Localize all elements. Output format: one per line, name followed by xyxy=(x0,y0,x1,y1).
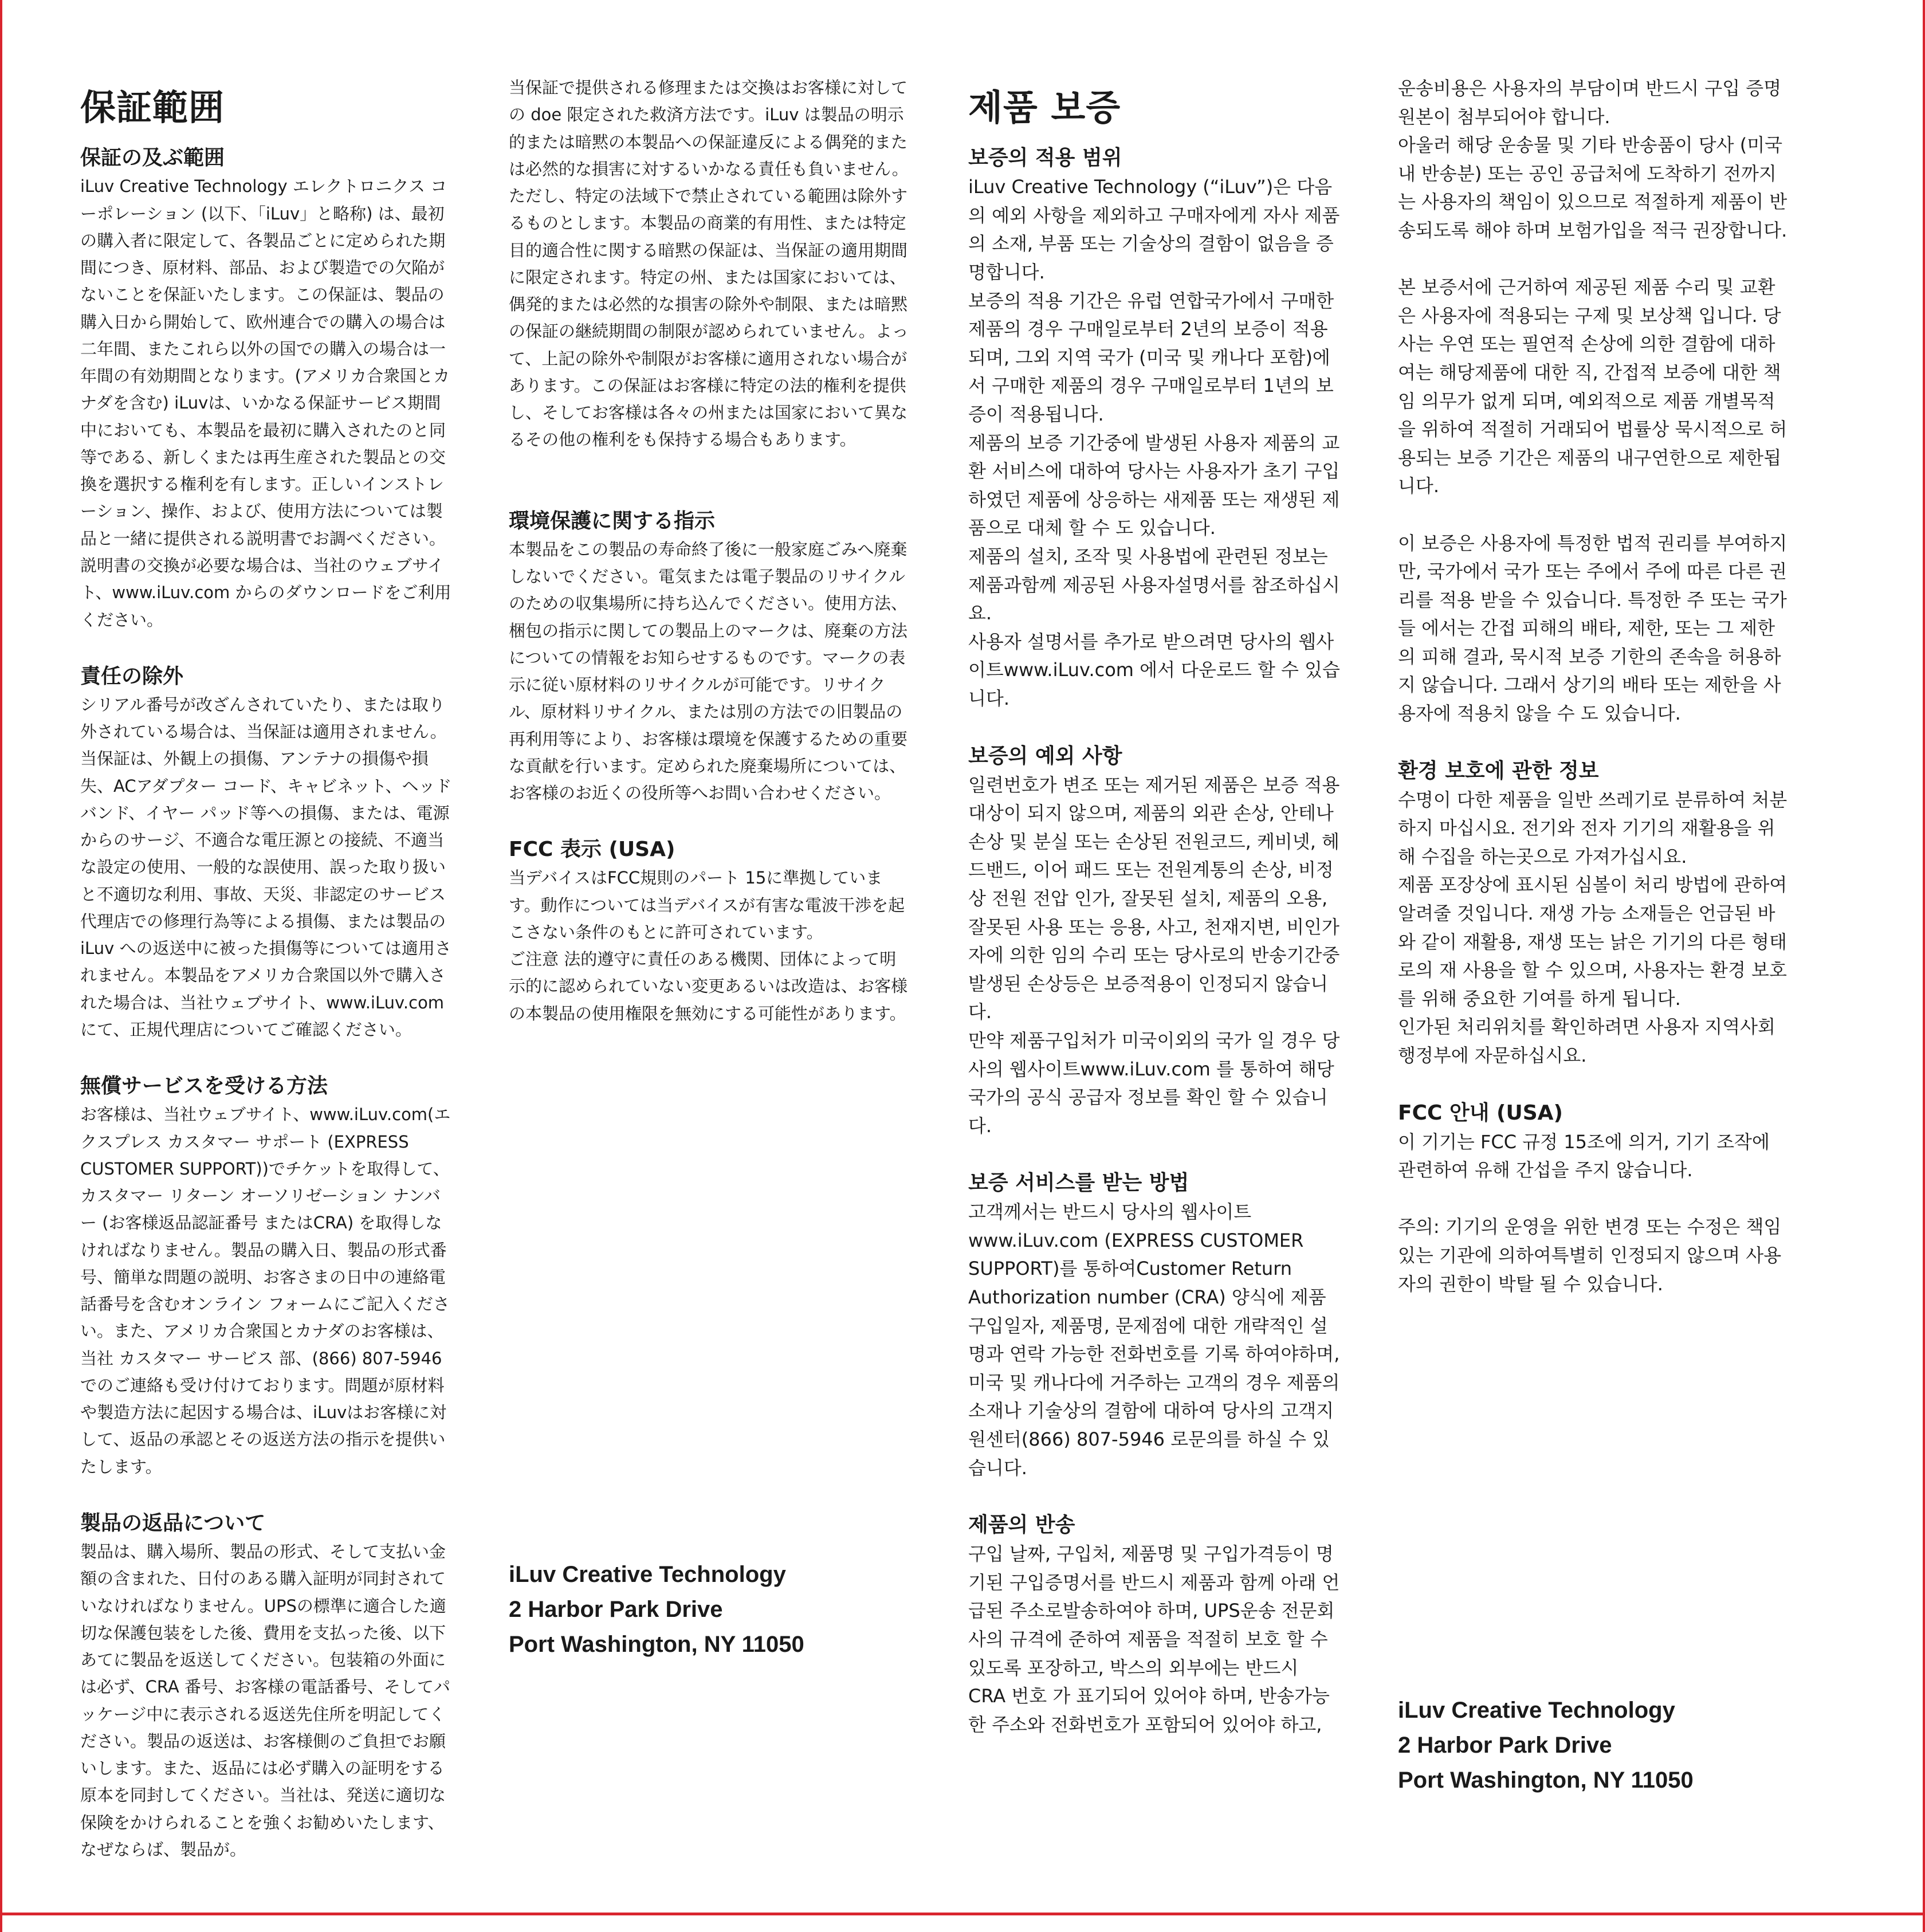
section-limitations-ja xyxy=(509,74,910,454)
section-body: 고객께서는 반드시 당사의 웹사이트 www.iLuv.com (EXPRESS CUSTOMER SUPPORT)를 통하여Customer Return Authorization number (CRA) 양식에 제품 구입일자, 제품명, 문제점에 대한 개략적인 설명과 연락 가능한 전화번호를 기록 하여야하며, 미국 및 캐나다에 거주하는 고객의 경우 제품의 소재나 기술상의 결함에 대하여 당사의 고객지원센터(866) 807-5946 로문의를 하실 수 있습니다. xyxy=(968,1201,1340,1479)
section-heading: 보증의 적용 범위 xyxy=(968,146,1122,170)
page-border-right xyxy=(1923,0,1925,1932)
section-body: iLuv Creative Technology (“iLuv”)은 다음의 예외 사항을 제외하고 구매자에게 자사 제품의 소재, 부품 또는 기술상의 결함이 없음을 증명합니다. 보증의 적용 기간은 유럽 연합국가에서 구매한 제품의 경우 구매일로부터 2년의 보증이 적용되며, 그외 지역 국가 (미국 및 캐나다 포함)에서 구매한 제품의 경우 구매일로부터 1년의 보증이 적용됩니다. 제품의 보증 기간중에 발생된 사용자 제품의 교환 서비스에 대하여 당사는 사용자가 초기 구입하였던 제품에 상응하는 새제품 또는 재생된 제품으로 대체 할 수 도 있습니다. 제품의 설치, 조작 및 사용법에 관련된 정보는 제품과함께 제공된 사용자설명서를 참조하십시요. 사용자 설명서를 추가로 받으려면 당사의 웹사이트www.iLuv.com 에서 다운로드 할 수 있습니다. xyxy=(968,176,1340,709)
section-limitations-ko xyxy=(1398,74,1787,728)
section-product-return-ja xyxy=(80,1510,453,1863)
section-heading: 보증 서비스를 받는 방법 xyxy=(968,1171,1189,1195)
section-exclusions-ja xyxy=(80,663,453,1043)
page-border-left xyxy=(0,0,2,1932)
section-body: 구입 날짜, 구입처, 제품명 및 구입가격등이 명기된 구입증명서를 반드시 제품과 함께 아래 언급된 주소로발송하여야 하며, UPS운송 전문회사의 규격에 준하여 제품을 적절히 보호 할 수 있도록 포장하고, 박스의 외부에는 반드시 CRA 번호 가 표기되어 있어야 하며, 반송가능한 주소와 전화번호가 포함되어 있어야 하고, xyxy=(968,1543,1340,1735)
section-body: iLuv Creative Technology エレクトロニクス コーポレーション (以下、「iLuv」と略称) は、最初の購入者に限定して、各製品ごとに定められた期間につき、原材料、部品、および製造での欠陥がないことを保証いたします。この保証は、製品の購入日から開始して、欧州連合での購入の場合は二年間、またこれら以外の国での購入の場合は一年間の有効期間となります。(アメリカ合衆国とカナダを含む) iLuvは、いかなる保証サービス期間中においても、本製品を最初に購入されたのと同等である、新しくまたは再生産された製品との交換を選択する権利を有します。正しいインストレーション、操作、および、使用方法については製品と一緒に提供される説明書でお調べください。説明書の交換が必要な場合は、当社のウェブサイト、www.iLuv.com からのダウンロードをご利用ください。 xyxy=(80,176,451,630)
section-heading: 환경 보호에 관한 정보 xyxy=(1398,759,1599,783)
section-body: シリアル番号が改ざんされていたり、または取り外されている場合は、当保証は適用されません。当保証は、外観上の損傷、アンテナの損傷や損失、ACアダプター コード、キャビネット、ヘッドバンド、イヤー パッド等への損傷、または、電源からのサージ、不適合な電圧源との接続、不適当な設定の使用、一般的な誤使用、誤った取り扱いと不適切な利用、事故、天災、非認定のサービス代理店での修理行為等による損傷、または製品のiLuv への返送中に被った損傷等については適用されません。本製品をアメリカ合衆国以外で購入された場合は、当社ウェブサイト、www.iLuv.comにて、正規代理店についてご確認ください。 xyxy=(80,694,452,1039)
section-fcc-ja xyxy=(509,837,910,1027)
page-title-japanese: 保証範囲 xyxy=(80,87,225,128)
section-body: 수명이 다한 제품을 일반 쓰레기로 분류하여 처분하지 마십시요. 전기와 전자 기기의 재활용을 위해 수집을 하는곳으로 가져가십시요. 제품 포장상에 표시된 심볼이 처리 방법에 관하여 알려줄 것입니다. 재생 가능 소재들은 언급된 바와 같이 재활용, 재생 또는 낡은 기기의 다른 형태로의 재 사용을 할 수 있으며, 사용자는 환경 보호를 위해 중요한 기여를 하게 됩니다. 인가된 처리위치를 확인하려면 사용자 지역사회 행정부에 자문하십시요. xyxy=(1398,788,1787,1066)
section-fcc-ko xyxy=(1398,1100,1787,1299)
section-obtaining-service-ko xyxy=(968,1170,1341,1482)
company-address-ja: iLuv Creative Technology 2 Harbor Park Drive Port Washington, NY 11050 xyxy=(509,1562,804,1657)
section-body: 이 기기는 FCC 규정 15조에 의거, 기기 조작에 관련하여 유해 간섭을 주지 않습니다. 주의: 기기의 운영을 위한 변경 또는 수정은 책임있는 기관에 의하여특별히 인정되지 않으며 사용자의 권한이 박탈 될 수 있습니다. xyxy=(1398,1130,1782,1295)
japanese-column-1 xyxy=(80,74,453,1893)
section-body: お客様は、当社ウェブサイト、www.iLuv.com(エクスプレス カスタマー サポート (EXPRESS CUSTOMER SUPPORT))でチケットを取得して、カスタマー リターン オーソリゼーション ナンバー (お客様返品認証番号 またはCRA) を取得しなければなりません。製品の購入日、製品の形式番号、簡単な問題の説明、お客さまの日中の連絡電話番号を含むオンライン フォームにご記入ください。また、アメリカ合衆国とカナダのお客様は、当社 カスタマー サービス 部、(866) 807-5946 でのご連絡も受け付けております。問題が原材料や製造方法に起因する場合は、iLuvはお客様に対して、返品の承認とその返送方法の指示を提供いたします。 xyxy=(80,1105,451,1477)
section-heading: 責任の除外 xyxy=(80,664,184,688)
section-heading: FCC 表示 (USA) xyxy=(509,838,675,862)
section-heading: 環境保護に関する指示 xyxy=(509,509,716,533)
japanese-column-2 xyxy=(509,74,910,1057)
page-title-korean: 제품 보증 xyxy=(968,87,1121,128)
section-body: 운송비용은 사용자의 부담이며 반드시 구입 증명 원본이 첨부되어야 합니다. 아울러 해당 운송물 및 기타 반송품이 당사 (미국내 반송분) 또는 공인 공급처에 도착하기 전까지는 사용자의 책임이 있으므로 적절하게 제품이 반송되도록 해야 하며 보험가입을 적극 권장합니다. 본 보증서에 근거하여 제공된 제품 수리 및 교환은 사용자에 적용되는 구제 및 보상책 입니다. 당사는 우연 또는 필연적 손상에 의한 결함에 대하여는 해당제품에 대한 직, 간접적 보증에 대한 책임 의무가 없게 되며, 예외적으로 제품 개별목적을 위하여 적절히 거래되어 법률상 묵시적으로 허용되는 보증 기간은 제품의 내구연한으로 제한됩니다. 이 보증은 사용자에 특정한 법적 권리를 부여하지만, 국가에서 국가 또는 주에서 주에 따른 다른 권리를 적용 받을 수 있습니다. 특정한 주 또는 국가들 에서는 간접 피해의 배타, 제한, 또는 그 제한의 피해 결과, 묵시적 보증 기한의 존속을 허용하지 않습니다. 그래서 상기의 배타 또는 제한을 사용자에 적용치 않을 수 도 있습니다. xyxy=(1398,77,1787,725)
section-environment-ja xyxy=(509,508,910,807)
company-address-ko: iLuv Creative Technology 2 Harbor Park Drive Port Washington, NY 11050 xyxy=(1398,1698,1694,1793)
korean-column-1 xyxy=(968,74,1341,1769)
section-body: 当デバイスはFCC規則のパート 15に準拠しています。動作については当デバイスが有害な電波干渉を起こさない条件のもとに許可されています。 ご注意 法的遵守に責任のある機関、団体によって明示的に認められていない変更あるいは改造は、お客様の本製品の使用権限を無効にする可能性があります。 xyxy=(509,868,908,1023)
korean-column-2 xyxy=(1398,74,1787,1328)
section-heading: 보증의 예외 사항 xyxy=(968,744,1122,768)
section-exclusions-ko xyxy=(968,743,1341,1141)
section-body: 일련번호가 변조 또는 제거된 제품은 보증 적용 대상이 되지 않으며, 제품의 외관 손상, 안테나 손상 및 분실 또는 손상된 전원코드, 케비넷, 헤드밴드, 이어 패드 또는 전원계통의 손상, 비정상 전원 전압 인가, 잘못된 설치, 제품의 오용, 잘못된 사용 또는 응용, 사고, 천재지변, 비인가자에 의한 임의 수리 또는 당사로의 반송기간중 발생된 손상등은 보증적용이 인정되지 않습니다. 만약 제품구입처가 미국이외의 국가 일 경우 당사의 웹사이트www.iLuv.com 를 통하여 해당국가의 공식 공급자 정보를 확인 할 수 있습니다. xyxy=(968,773,1340,1137)
section-body: 製品は、購入場所、製品の形式、そして支払い金額の含まれた、日付のある購入証明が同封されていなければなりません。UPSの標準に適合した適切な保護包装をした後、費用を支払った後、以下あてに製品を返送してください。包装箱の外面には必ず、CRA 番号、お客様の電話番号、そしてパッケージ中に表示される返送先住所を明記してください。製品の返送は、お客様側のご負担でお願いします。また、返品には必ず購入の証明をする原本を同封してください。当社は、発送に適切な保険をかけられることを強くお勧めいたします、なぜならば、製品が。 xyxy=(80,1541,450,1859)
section-heading: FCC 안내 (USA) xyxy=(1398,1101,1563,1125)
section-product-return-ko xyxy=(968,1512,1341,1739)
section-heading: 無償サービスを受ける方法 xyxy=(80,1074,328,1098)
section-warranty-coverage-ko xyxy=(968,145,1341,713)
section-body: 本製品をこの製品の寿命終了後に一般家庭ごみへ廃棄しないでください。電気または電子製品のリサイクルのための収集場所に持ち込んでください。使用方法、梱包の指示に関しての製品上のマークは、廃棄の方法についての情報をお知らせするものです。マークの表示に従い原材料のリサイクルが可能です。リサイクル、原材料リサイクル、または別の方法での旧製品の再利用等により、お客様は環境を保護するための重要な貢献を行います。定められた廃棄場所については、お客様のお近くの役所等へお問い合わせください。 xyxy=(509,539,908,803)
section-body: 当保証で提供される修理または交換はお客様に対しての doe 限定された救済方法です。iLuv は製品の明示的または暗黙の本製品への保証違反による偶発的または必然的な損害に対するいかなる責任も負いません。ただし、特定の法域下で禁止されている範囲は除外するものとします。本製品の商業的有用性、または特定目的適合性に関する暗黙の保証は、当保証の適用期間に限定されます。特定の州、または国家においては、偶発的または必然的な損害の除外や制限、または暗黙の保証の継続期間の制限が認められていません。よって、上記の除外や制限がお客様に適用されない場合があります。この保証はお客様に特定の法的権利を提供し、そしてお客様は各々の州または国家において異なるその他の権利をも保持する場合もあります。 xyxy=(509,78,909,450)
section-heading: 保証の及ぶ範囲 xyxy=(80,146,225,170)
section-heading: 製品の返品について xyxy=(80,1511,266,1535)
section-heading: 제품의 반송 xyxy=(968,1513,1075,1537)
section-warranty-coverage-ja xyxy=(80,145,453,634)
page-border-bottom xyxy=(0,1913,1925,1915)
section-obtaining-service-ja xyxy=(80,1073,453,1481)
section-environment-ko xyxy=(1398,758,1787,1070)
